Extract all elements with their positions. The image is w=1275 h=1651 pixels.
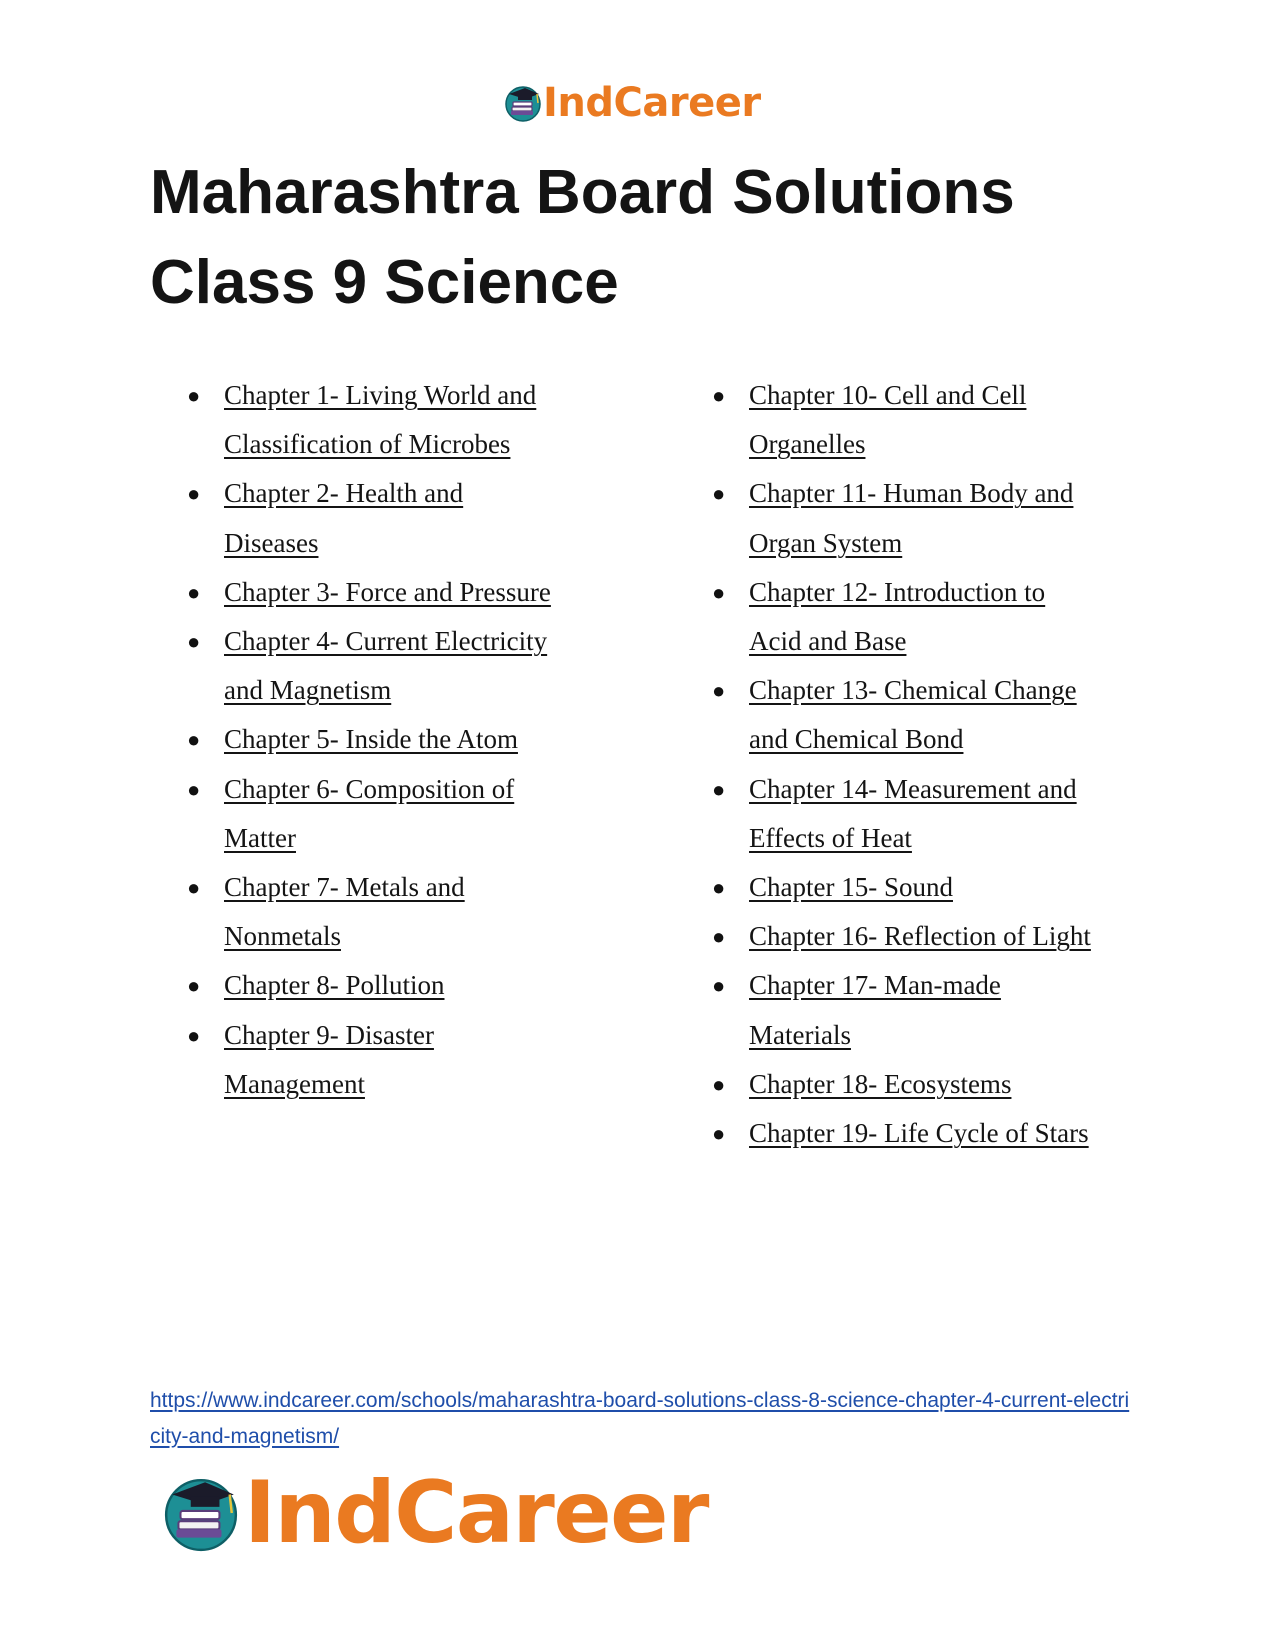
chapter-list-item <box>187 961 644 1010</box>
chapter-list-item <box>187 863 644 961</box>
chapter-list-item <box>712 1060 1169 1109</box>
chapter-list-item <box>187 568 644 617</box>
chapter-9-link[interactable]: Chapter 9- Disaster Management <box>224 1019 434 1099</box>
chapter-14-link[interactable]: Chapter 14- Measurement and Effects of Heat <box>749 773 1077 853</box>
chapter-list-item <box>712 666 1169 764</box>
chapter-list-item <box>712 1109 1169 1158</box>
chapter-list-item <box>187 469 644 567</box>
logo-text: IndCareer <box>543 80 761 126</box>
bullet-icon: ● <box>712 481 726 507</box>
page-title-line-1: Maharashtra Board Solutions <box>150 158 1015 227</box>
chapter-17-link[interactable]: Chapter 17- Man-made Materials <box>749 970 1001 1050</box>
page-title-line-2: Class 9 Science <box>150 248 619 317</box>
page-title <box>150 148 1150 328</box>
chapter-16-link[interactable]: Chapter 16- Reflection of Light <box>749 921 1091 952</box>
bullet-icon: ● <box>712 678 726 704</box>
chapter-list-item <box>187 715 644 764</box>
footer-url-link[interactable]: https://www.indcareer.com/schools/maharashtra-board-solutions-class-8-science-chapter-4-current-electricity-and-magnetism/ <box>150 1389 1130 1448</box>
chapter-list-item <box>712 371 1169 469</box>
bullet-icon: ● <box>712 1071 726 1097</box>
chapter-13-link[interactable]: Chapter 13- Chemical Change and Chemical Bond <box>749 675 1077 755</box>
bullet-icon: ● <box>187 776 201 802</box>
chapter-11-link[interactable]: Chapter 11- Human Body and Organ System <box>749 478 1074 558</box>
bullet-icon: ● <box>712 1121 726 1147</box>
chapter-list-item <box>712 765 1169 863</box>
chapter-4-link[interactable]: Chapter 4- Current Electricity and Magnetism <box>224 626 548 706</box>
bullet-icon: ● <box>712 973 726 999</box>
chapter-list-item <box>712 912 1169 961</box>
bullet-icon: ● <box>187 579 201 605</box>
chapter-19-link[interactable]: Chapter 19- Life Cycle of Stars <box>749 1118 1089 1149</box>
graduation-cap-books-globe-icon <box>503 83 543 123</box>
footer-logo[interactable] <box>160 1463 708 1563</box>
chapter-10-link[interactable]: Chapter 10- Cell and Cell Organelles <box>749 380 1027 460</box>
bullet-icon: ● <box>187 383 201 408</box>
chapter-2-link[interactable]: Chapter 2- Health and Diseases <box>224 478 464 558</box>
bullet-icon: ● <box>187 727 201 753</box>
chapter-list-item <box>712 469 1169 567</box>
bullet-icon: ● <box>712 924 726 950</box>
bullet-icon: ● <box>187 481 201 507</box>
chapter-1-link[interactable]: Chapter 1- Living World and Classification of Microbes <box>224 380 537 460</box>
chapter-18-link[interactable]: Chapter 18- Ecosystems <box>749 1068 1012 1099</box>
bullet-icon: ● <box>712 875 726 901</box>
graduation-cap-books-globe-icon <box>160 1472 242 1554</box>
header-logo[interactable] <box>503 78 761 128</box>
chapter-list-item <box>712 863 1169 912</box>
chapter-list-right <box>712 371 1169 1158</box>
logo-text: IndCareer <box>244 1463 708 1563</box>
chapter-list-item <box>187 617 644 715</box>
bullet-icon: ● <box>187 875 201 901</box>
chapter-7-link[interactable]: Chapter 7- Metals and Nonmetals <box>224 872 465 952</box>
bullet-icon: ● <box>712 383 726 408</box>
chapter-6-link[interactable]: Chapter 6- Composition of Matter <box>224 773 515 853</box>
chapter-list-item <box>712 961 1169 1059</box>
chapter-list-left <box>187 371 644 1109</box>
chapter-3-link[interactable]: Chapter 3- Force and Pressure <box>224 576 551 607</box>
bullet-icon: ● <box>712 776 726 802</box>
bullet-icon: ● <box>187 1022 201 1048</box>
chapter-list-item <box>712 568 1169 666</box>
bullet-icon: ● <box>187 629 201 655</box>
bullet-icon: ● <box>712 579 726 605</box>
chapter-list-item <box>187 371 644 469</box>
chapter-8-link[interactable]: Chapter 8- Pollution <box>224 970 445 1001</box>
chapter-5-link[interactable]: Chapter 5- Inside the Atom <box>224 724 518 755</box>
chapter-15-link[interactable]: Chapter 15- Sound <box>749 872 953 903</box>
chapter-list-item <box>187 765 644 863</box>
chapter-12-link[interactable]: Chapter 12- Introduction to Acid and Base <box>749 576 1046 657</box>
chapter-list-item <box>187 1011 644 1109</box>
bullet-icon: ● <box>187 973 201 999</box>
